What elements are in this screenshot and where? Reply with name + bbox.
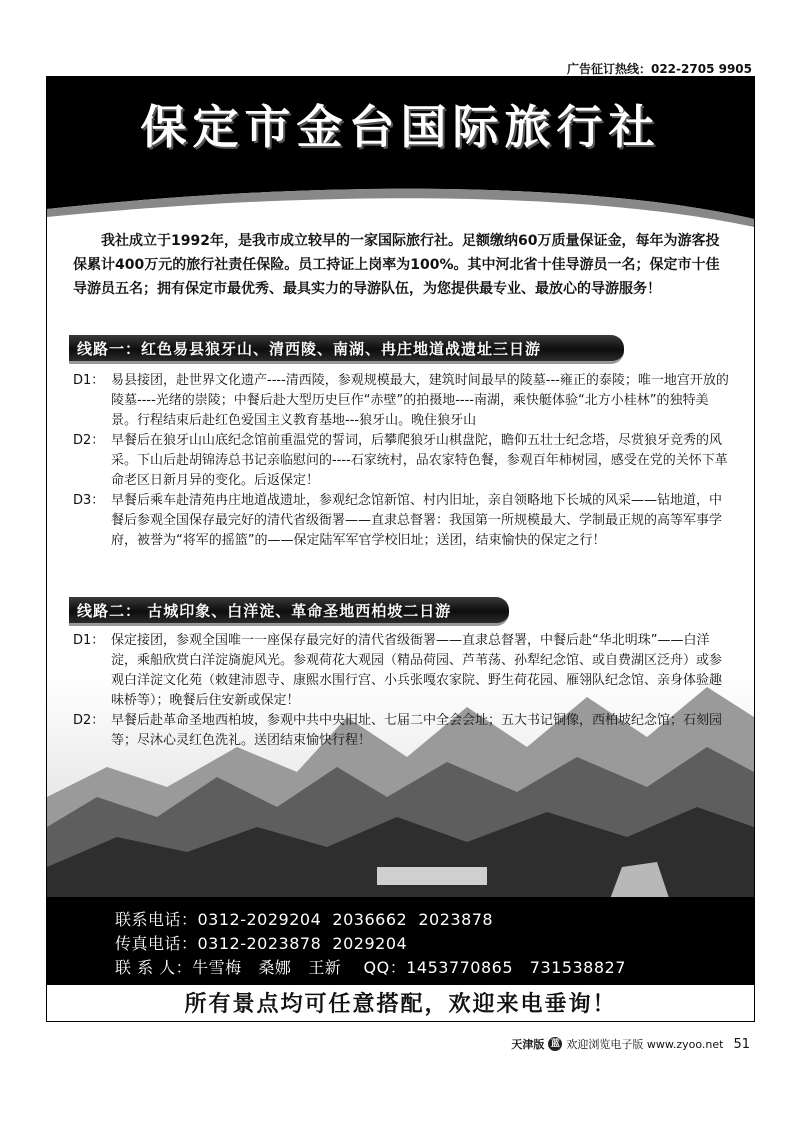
route-1-itinerary [73,371,731,551]
itinerary-day [73,431,731,491]
day-label: D3： [73,493,105,508]
page-footer [511,1036,750,1052]
agency-intro: 我社成立于1992年，是我市成立较早的一家国际旅行社。足额缴纳60万质量保证金，每年为游客投保累计400万元的旅行社责任保险。员工持证上岗率为100%。其中河北省十佳导游员一名；保定市十佳导游员五名；拥有保定市最优秀、最具实力的导游队伍，为您提供最专业、最放心的导游服务！ [73,233,720,297]
day-text: 保定接团，参观全国唯一一座保存最完好的清代省级衙署——直隶总督署，中餐后赴“华北明珠”——白洋淀，乘船欣赏白洋淀旖旎风光。参观荷花大观园（精品荷园、芦苇荡、孙犁纪念馆、或自费湖区泛舟）或参观白洋淀文化苑（敕建沛恩寺、康熙水围行宫、小兵张嘎农家院、野生荷花园、雁翎队纪念馆、亲身体验趣味桥等）；晚餐后住安新或保定！ [111,633,723,708]
day-label: D2： [73,433,105,448]
itinerary-day [73,711,731,751]
contact-phone: 联系电话：0312-2029204 2036662 2023878 [115,910,494,929]
brand-logo-icon: 蓝 [548,1037,562,1051]
itinerary-day [73,491,731,551]
day-text: 易县接团，赴世界文化遗产----清西陵，参观规模最大，建筑时间最早的陵墓---雍正的泰陵；唯一地宫开放的陵墓----光绪的崇陵；中餐后赴大型历史巨作“赤壁”的拍摄地----南湖，乘快艇体验“北方小桂林”的独特美景。行程结束后赴红色爱国主义教育基地---狼牙山。晚住狼牙山 [111,373,729,428]
day-text: 早餐后赴革命圣地西柏坡，参观中共中央旧址、七届二中全会会址；五大书记铜像，西柏坡纪念馆；石刻园等；尽沐心灵红色洗礼。送团结束愉快行程！ [111,713,723,748]
contact-people: 联 系 人：牛雪梅 桑娜 王新 QQ：1453770865 731538827 [115,958,626,977]
footer-website[interactable]: 欢迎浏览电子版 www.zyoo.net [566,1038,724,1051]
day-text: 早餐后在狼牙山山底纪念馆前重温党的誓词，后攀爬狼牙山棋盘陀，瞻仰五壮士纪念塔，尽赏狼牙竞秀的风采。下山后赴胡锦涛总书记亲临慰问的----石家统村，品农家特色餐，参观百年柿树园，感受在党的关怀下革命老区日新月异的变化。后返保定！ [111,433,728,488]
ad-frame [46,76,755,1022]
route-1-title: 线路一：红色易县狼牙山、清西陵、南湖、冉庄地道战遗址三日游 [77,340,542,358]
agency-title: 保定市金台国际旅行社 [140,100,661,154]
page-number: 51 [733,1036,750,1052]
route-2-title: 线路二： 古城印象、白洋淀、革命圣地西柏坡二日游 [77,602,452,620]
day-text: 早餐后乘车赴清苑冉庄地道战遗址，参观纪念馆新馆、村内旧址，亲自领略地下长城的风采——钻地道，中餐后参观全国保存最完好的清代省级衙署——直隶总督署：我国第一所规模最大、学制最正规的高等军事学府，被誉为“将军的摇篮”的——保定陆军军官学校旧址；送团，结束愉快的保定之行！ [111,493,723,548]
contact-fax: 传真电话：0312-2023878 2029204 [115,934,408,953]
itinerary-day [73,371,731,431]
route-1-header [69,335,624,364]
day-label: D1： [73,633,105,648]
header-banner [47,77,754,227]
slogan: 所有景点均可任意搭配，欢迎来电垂询！ [184,992,617,1017]
edition-label: 天津版 [511,1038,545,1051]
itinerary-day [73,631,731,711]
contact-panel [47,897,754,985]
day-label: D1： [73,373,105,388]
day-label: D2： [73,713,105,728]
route-2-itinerary [73,631,731,751]
route-2-header [69,597,509,626]
ad-hotline: 广告征订热线：022-2705 9905 [566,62,752,76]
